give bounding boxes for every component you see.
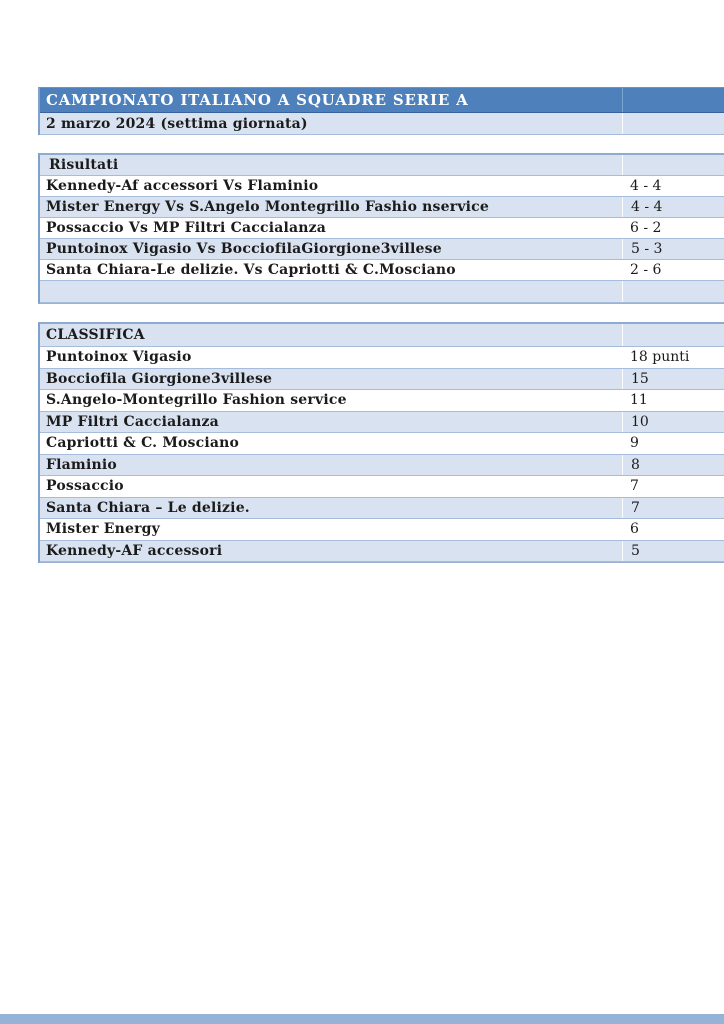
title-row <box>40 88 724 113</box>
matchday-date: 2 marzo 2024 (settima giornata) <box>46 115 308 132</box>
match-name: Santa Chiara-Le delizie. Vs Capriotti & C.Mosciano <box>46 262 456 278</box>
page-bottom-bar <box>0 1014 724 1024</box>
table-row <box>40 455 724 477</box>
standings-table <box>38 322 724 563</box>
team-name: Mister Energy <box>46 521 160 538</box>
table-row <box>40 176 724 197</box>
standings-rows <box>40 347 724 562</box>
team-points: 9 <box>630 435 639 452</box>
standings-section-label: CLASSIFICA <box>46 327 145 343</box>
table-row <box>40 197 724 218</box>
title-row-right-cell <box>622 88 724 112</box>
table-row <box>40 239 724 260</box>
table-row <box>40 390 724 412</box>
team-points: 18 punti <box>630 349 690 366</box>
team-name: MP Filtri Caccialanza <box>46 413 219 430</box>
table-row <box>40 498 724 520</box>
table-row <box>40 369 724 391</box>
results-section-label: Risultati <box>49 157 119 173</box>
table-row <box>40 347 724 369</box>
match-score: 5 - 3 <box>631 241 663 257</box>
table-row <box>40 412 724 434</box>
table-row <box>40 476 724 498</box>
match-score: 2 - 6 <box>630 262 662 278</box>
results-section-header <box>40 155 724 176</box>
team-points: 7 <box>631 499 640 516</box>
team-points: 8 <box>631 456 640 473</box>
match-score: 4 - 4 <box>630 178 662 194</box>
date-row-right-cell <box>622 113 724 134</box>
team-name: Capriotti & C. Mosciano <box>46 435 240 452</box>
team-name: Puntoinox Vigasio <box>46 349 192 366</box>
team-name: Kennedy-AF accessori <box>46 542 223 559</box>
team-name: Possaccio <box>46 478 124 495</box>
team-points: 7 <box>630 478 639 495</box>
matchday-date-row <box>40 113 724 135</box>
match-name: Mister Energy Vs S.Angelo Montegrillo Fashio nservice <box>46 199 490 215</box>
team-points: 10 <box>631 413 649 430</box>
team-points: 15 <box>631 370 649 387</box>
page-title: CAMPIONATO ITALIANO A SQUADRE SERIE A <box>46 91 469 109</box>
match-score: 4 - 4 <box>631 199 663 215</box>
table-row <box>40 218 724 239</box>
team-name: Flaminio <box>46 456 117 473</box>
table-row <box>40 541 724 563</box>
championship-header-table <box>38 87 724 135</box>
team-points: 5 <box>631 542 640 559</box>
table-row <box>40 433 724 455</box>
match-name: Possaccio Vs MP Filtri Caccialanza <box>46 220 327 236</box>
team-name: S.Angelo-Montegrillo Fashion service <box>46 392 347 409</box>
results-table <box>38 153 724 304</box>
table-row <box>40 260 724 281</box>
team-name: Bocciofila Giorgione3villese <box>46 370 273 387</box>
results-empty-row <box>40 281 724 303</box>
match-score: 6 - 2 <box>630 220 662 236</box>
results-rows <box>40 176 724 281</box>
team-points: 6 <box>630 521 639 538</box>
team-name: Santa Chiara – Le delizie. <box>46 499 250 516</box>
match-name: Puntoinox Vigasio Vs BocciofilaGiorgione3villese <box>46 241 442 257</box>
match-name: Kennedy-Af accessori Vs Flaminio <box>46 178 319 194</box>
table-row <box>40 519 724 541</box>
team-points: 11 <box>630 392 648 409</box>
standings-section-header <box>40 324 724 347</box>
